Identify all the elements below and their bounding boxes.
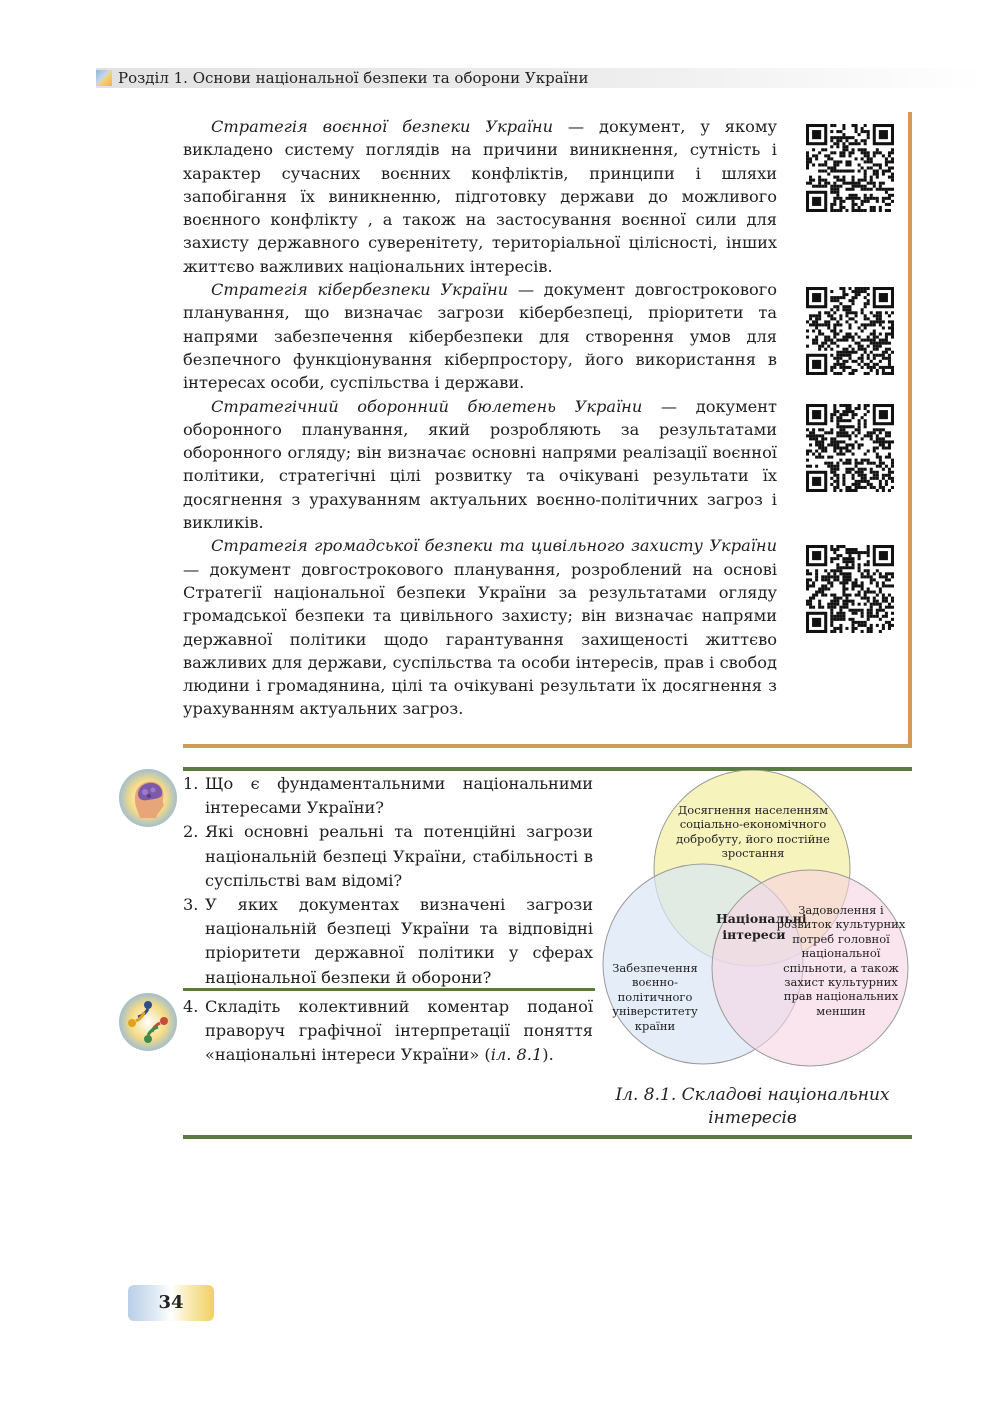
question-number: 3. [183,895,199,915]
group-work-icon [118,992,178,1052]
task-block [183,995,593,1068]
figure-caption: Іл. 8.1. Складові національних інтересів [615,1085,890,1128]
task-text-main: Складіть колективний коментар поданої праворуч графічної інтерпретації поняття «національні інтереси України» ( [205,997,593,1065]
question-item [183,893,593,990]
definition-term: Стратегія кібербезпеки України [211,280,509,300]
qr-code-icon[interactable] [806,124,894,212]
question-number: 2. [183,822,199,842]
definition-text: — документ довгострокового планування, розроблений на основі Стратегії національної безпеки України за результатами огляду громадської безпеки та цивільного захисту; він визначає напрями державної політики щодо гарантування захищеності життєво важливих для держави, суспільства та особи інтересів, прав і свобод людини і громадянина, цілі та очікувані результати їх досягнення з урахуванням актуальних загроз. [183,559,777,719]
task-item [183,995,593,1068]
figure-reference: іл. 8.1 [490,1045,543,1065]
task-text-tail: ). [542,1045,554,1065]
question-text: У яких документах визначені загрози національній безпеці України та відповідні пріоритети державної політики у сферах національної безпеки й оборони? [205,895,593,987]
definition-paragraph [183,395,777,535]
question-number: 1. [183,774,199,793]
definition-term: Стратегія громадської безпеки та цивільного захисту України [211,536,777,556]
venn-label-right: Задоволення і розвиток культурних потреб головної національної спільноти, а також захист культурних прав національних меншин [776,903,906,1018]
question-text: Що є фундаментальними національними інтересами України? [205,774,593,818]
definition-text: — документ довгострокового планування, що визначає загрози кібербезпеці, пріоритети та напрями забезпечення кібербезпеки для створення умов для безпечного функціонування кіберпростору, його використання в інтересах особи, суспільства і держави. [183,280,777,393]
page-number: 34 [158,1292,184,1313]
question-item [183,772,593,820]
venn-label-left: Забезпечення воєнно-політичного універститету країни [612,961,698,1033]
sidebar-rule-vertical [908,112,912,748]
question-item [183,820,593,893]
task-text [205,995,593,1068]
qr-code-icon[interactable] [806,287,894,375]
venn-diagram [600,770,915,1090]
questions-list [183,772,593,990]
definition-term: Стратегія воєнної безпеки України [211,117,554,136]
task-number: 4. [183,997,199,1016]
qr-code-icon[interactable] [806,545,894,633]
thinking-head-icon [118,768,178,828]
qr-code-icon[interactable] [806,404,894,492]
definition-paragraph [183,534,777,720]
running-header-title: Розділ 1. Основи національної безпеки та оборони України [118,69,589,87]
header-marker-icon [96,70,112,86]
definition-paragraph [183,115,777,278]
definition-term: Стратегічний оборонний бюлетень України [211,396,643,416]
definition-paragraph [183,278,777,394]
venn-label-top: Досягнення населенням соціально-економічного добробуту, його постійне зростання [676,803,830,861]
sidebar-rule-horizontal [183,744,912,748]
venn-label-center: Національні інтереси [716,911,807,942]
definition-text: — документ, у якому викладено систему поглядів на причини виникнення, сутність і характер сучасних воєнних конфліктів, принципи і шляхи запобігання їх виникненню, підготовку держави до можливого воєнного конфлікту , а також на застосування воєнної сили для захисту державного суверенітету, територіальної цілісності, інших життєво важливих національних інтересів. [183,117,777,276]
definitions-block [183,115,777,721]
question-text: Які основні реальні та потенційні загрози національній безпеці України, стабільності в суспільстві вам відомі? [205,822,593,890]
section-rule-bottom [183,1135,912,1139]
definition-text: — документ оборонного планування, який розробляють за результатами оборонного огляду; він визначає основні напрями реалізації воєнної політики, стратегічні цілі розвитку та очікувані результати їх досягнення з урахуванням актуальних воєнно-політичних загроз і викликів. [183,396,778,533]
